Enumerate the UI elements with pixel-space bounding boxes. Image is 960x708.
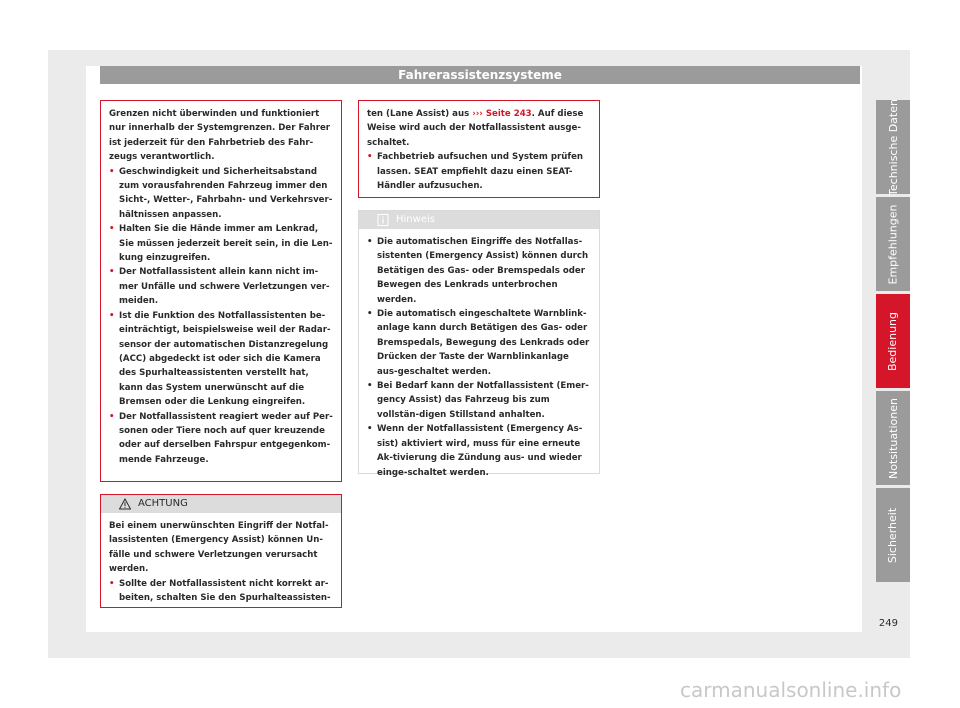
list-item: • Sollte der Notfallassistent nicht korrekt ar-beiten, schalten Sie den Spurhalteassisten- — [109, 578, 331, 604]
continuation-text: ten (Lane Assist) aus ››› Seite 243. Auf diese Weise wird auch der Notfallassistent ausge-schaltet. — [367, 109, 584, 148]
watermark: carmanualsonline.info — [680, 678, 902, 702]
warning-continuation-box — [100, 100, 342, 482]
list-item: • Geschwindigkeit und Sicherheitsabstand zum vorausfahrenden Fahrzeug immer den Sicht-, Wetter-, Fahrbahn- und Verkehrsver-hältnissen anpassen. — [109, 166, 333, 220]
bullet-icon: • — [109, 310, 115, 321]
bullet-icon: • — [109, 166, 115, 177]
bullet-icon: • — [367, 152, 373, 163]
bullet-icon: • — [367, 424, 373, 435]
tab-bedienung[interactable]: Bedienung — [876, 294, 910, 388]
bullet-icon: • — [109, 578, 115, 589]
list-item: • Ist die Funktion des Notfallassistenten be-einträchtigt, beispielsweise weil der Radar-sensor der automatischen Distanzregelung (ACC) abgedeckt ist oder sich die Kamera des Spurhalteassistenten verstellt hat, kann das System unerwünscht auf die Bremsen oder die Lenkung eingreifen. — [109, 310, 331, 408]
page-reference-link[interactable]: ››› Seite 243 — [472, 109, 532, 119]
bullet-icon: • — [367, 381, 373, 392]
bullet-icon: • — [367, 309, 373, 320]
page-number: 249 — [878, 618, 898, 629]
warning-continuation-box-right — [358, 100, 600, 198]
list-item: • Die automatischen Eingriffe des Notfallas-sistenten (Emergency Assist) können durch Betätigen des Gas- oder Bremspedals oder Bewegen des Lenkrads unterbrochen werden. — [367, 237, 589, 305]
achtung-header — [101, 495, 341, 513]
bullet-icon: • — [109, 411, 115, 422]
warning-triangle-icon — [119, 498, 131, 510]
info-note-icon — [377, 214, 389, 226]
hinweis-box — [358, 210, 600, 478]
list-item: • Der Notfallassistent allein kann nicht im-mer Unfälle und schwere Verletzungen ver-meiden. — [109, 267, 330, 307]
list-item: • Fachbetrieb aufsuchen und System prüfen lassen. SEAT empfiehlt dazu einen SEAT-Händler aufzusuchen. — [367, 152, 584, 192]
list-item: • Halten Sie die Hände immer am Lenkrad, Sie müssen jederzeit bereit sein, in die Len-kung einzugreifen. — [109, 224, 333, 264]
bullet-icon: • — [367, 237, 373, 247]
list-item: • Wenn der Notfallassistent (Emergency As-sist) aktiviert wird, muss für eine erneute Ak-tivierung die Zündung aus- und wieder einge-schaltet werden. — [367, 424, 583, 478]
tab-technische-daten[interactable]: Technische Daten — [876, 100, 910, 194]
hinweis-header — [359, 211, 599, 229]
achtung-box — [100, 494, 342, 608]
achtung-title: ACHTUNG — [138, 498, 188, 509]
bullet-icon: • — [109, 267, 115, 278]
list-item: • Die automatisch eingeschaltete Warnblink-anlage kann durch Betätigen des Gas- oder Bremspedals, Bewegung des Lenkrads oder Drücken der Taste der Warnblinkanlage aus-geschaltet werden. — [367, 309, 590, 377]
list-item: • Der Notfallassistent reagiert weder auf Per-sonen oder Tiere noch auf quer kreuzende oder auf derselben Fahrspur entgegenkom-mende Fahrzeuge. — [109, 411, 333, 465]
section-header: Fahrerassistenzsysteme — [100, 66, 860, 84]
tab-empfehlungen[interactable]: Empfehlungen — [876, 197, 910, 291]
achtung-intro: Bei einem unerwünschten Eingriff der Notfal-lassistenten (Emergency Assist) können Un-fälle und schwere Verletzungen verursacht werden. — [109, 521, 329, 575]
tab-sicherheit[interactable]: Sicherheit — [876, 488, 910, 582]
warning-intro: Grenzen nicht überwinden und funktioniert nur innerhalb der Systemgrenzen. Der Fahrer ist jederzeit für den Fahrbetrieb des Fahr-zeugs verantwortlich. — [109, 109, 331, 163]
hinweis-title: Hinweis — [396, 214, 435, 225]
tab-notsituationen[interactable]: Notsituationen — [876, 391, 910, 485]
bullet-icon: • — [109, 224, 115, 235]
list-item: • Bei Bedarf kann der Notfallassistent (Emer-gency Assist) das Fahrzeug bis zum vollstän-digen Stillstand anhalten. — [367, 381, 589, 420]
